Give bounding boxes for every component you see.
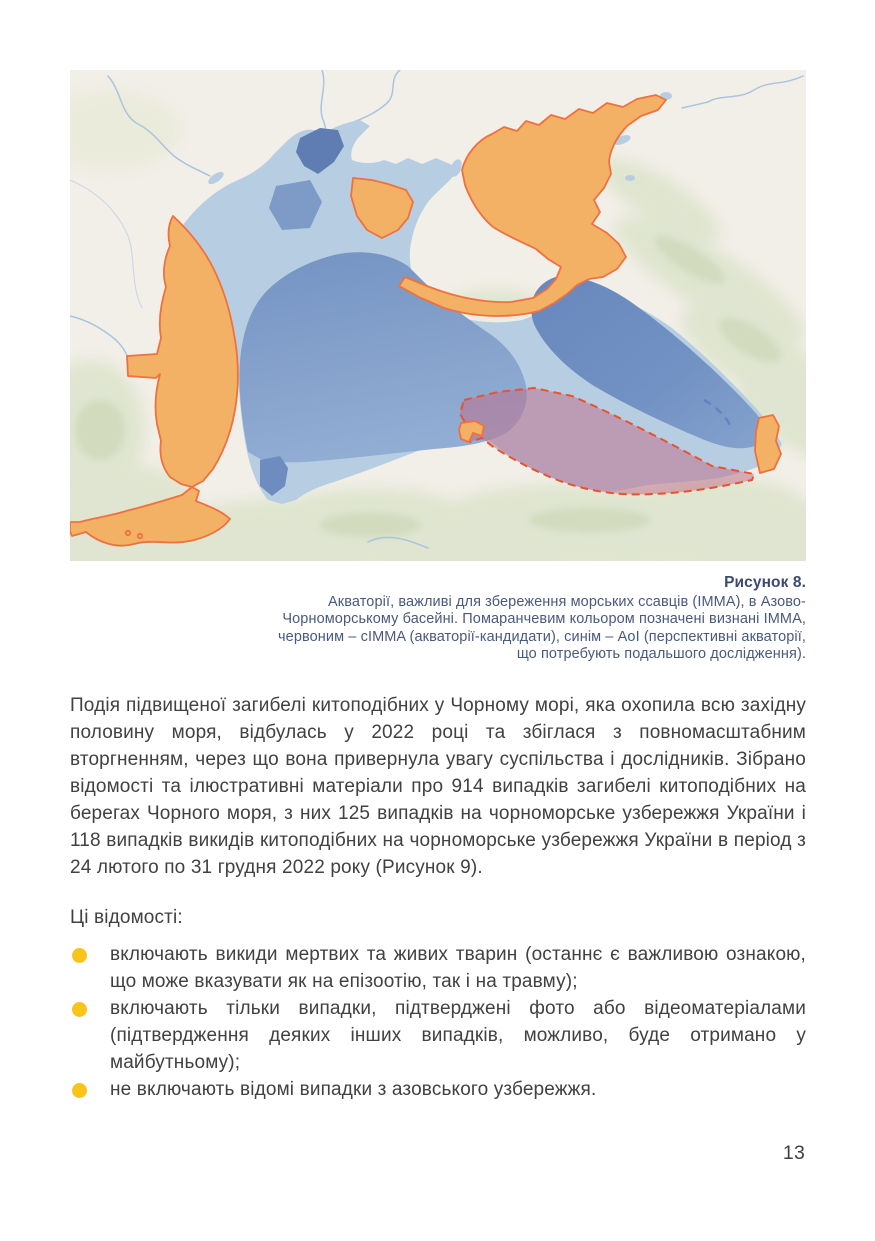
figure-caption: [70, 574, 806, 664]
body-paragraph: Подія підвищеної загибелі китоподібних у Чорному морі, яка охопила всю західну половину моря, відбулась у 2022 році та збіглася з повномасштабним вторгненням, через що вона привернула увагу суспільства і дослідників. Зібрано відомості та ілюстративні матеріали про 914 випадків загибелі китоподібних на берегах Чорного моря, з них 125 випадків на чорноморське узбережжя України і 118 випадків викидів китоподібних на чорноморське узбережжя України в період з 24 лютого по 31 грудня 2022 року (Рисунок 9).: [70, 695, 806, 878]
imma-island: [126, 531, 130, 535]
figure-caption-line: Акваторії, важливі для збереження морських ссавців (IMMA), в Азово-: [328, 593, 806, 610]
imma-island: [138, 534, 142, 538]
list-item-text: не включають відомі випадки з азовського узбережжя.: [110, 1079, 597, 1100]
list-item-text: включають викиди мертвих та живих тварин (останнє є важливою ознакою, що може вказувати як на епізоотію, так і на травму);: [110, 944, 806, 992]
list-intro: Ці відомості:: [70, 907, 183, 928]
list-item: [70, 941, 806, 995]
bullet-icon: [72, 1083, 87, 1098]
bullet-icon: [72, 948, 87, 963]
list-item: [70, 995, 806, 1076]
bullet-icon: [72, 1002, 87, 1017]
list-item: [70, 1076, 806, 1103]
bullet-list: [70, 941, 806, 1103]
figure-caption-line: червоним – cIMMA (акваторії-кандидати), синім – AoI (перспективні акваторії,: [278, 628, 806, 645]
figure-caption-title: Рисунок 8.: [724, 574, 806, 591]
list-item-text: включають тільки випадки, підтверджені фото або відеоматеріалами (підтвердження деяких інших випадків, можливо, буде отримано у майбутньому);: [110, 998, 806, 1073]
page-number: 13: [782, 1142, 805, 1164]
imma-batumi: [755, 415, 781, 473]
imma-map: [70, 70, 806, 561]
figure-caption-line: Чорноморському басейні. Помаранчевим кольором позначені визнані IMMA,: [282, 611, 806, 627]
article-content: [70, 692, 806, 1103]
figure-caption-line: що потребують подальшого дослідження).: [516, 646, 806, 662]
imma-map-figure: [70, 70, 806, 561]
